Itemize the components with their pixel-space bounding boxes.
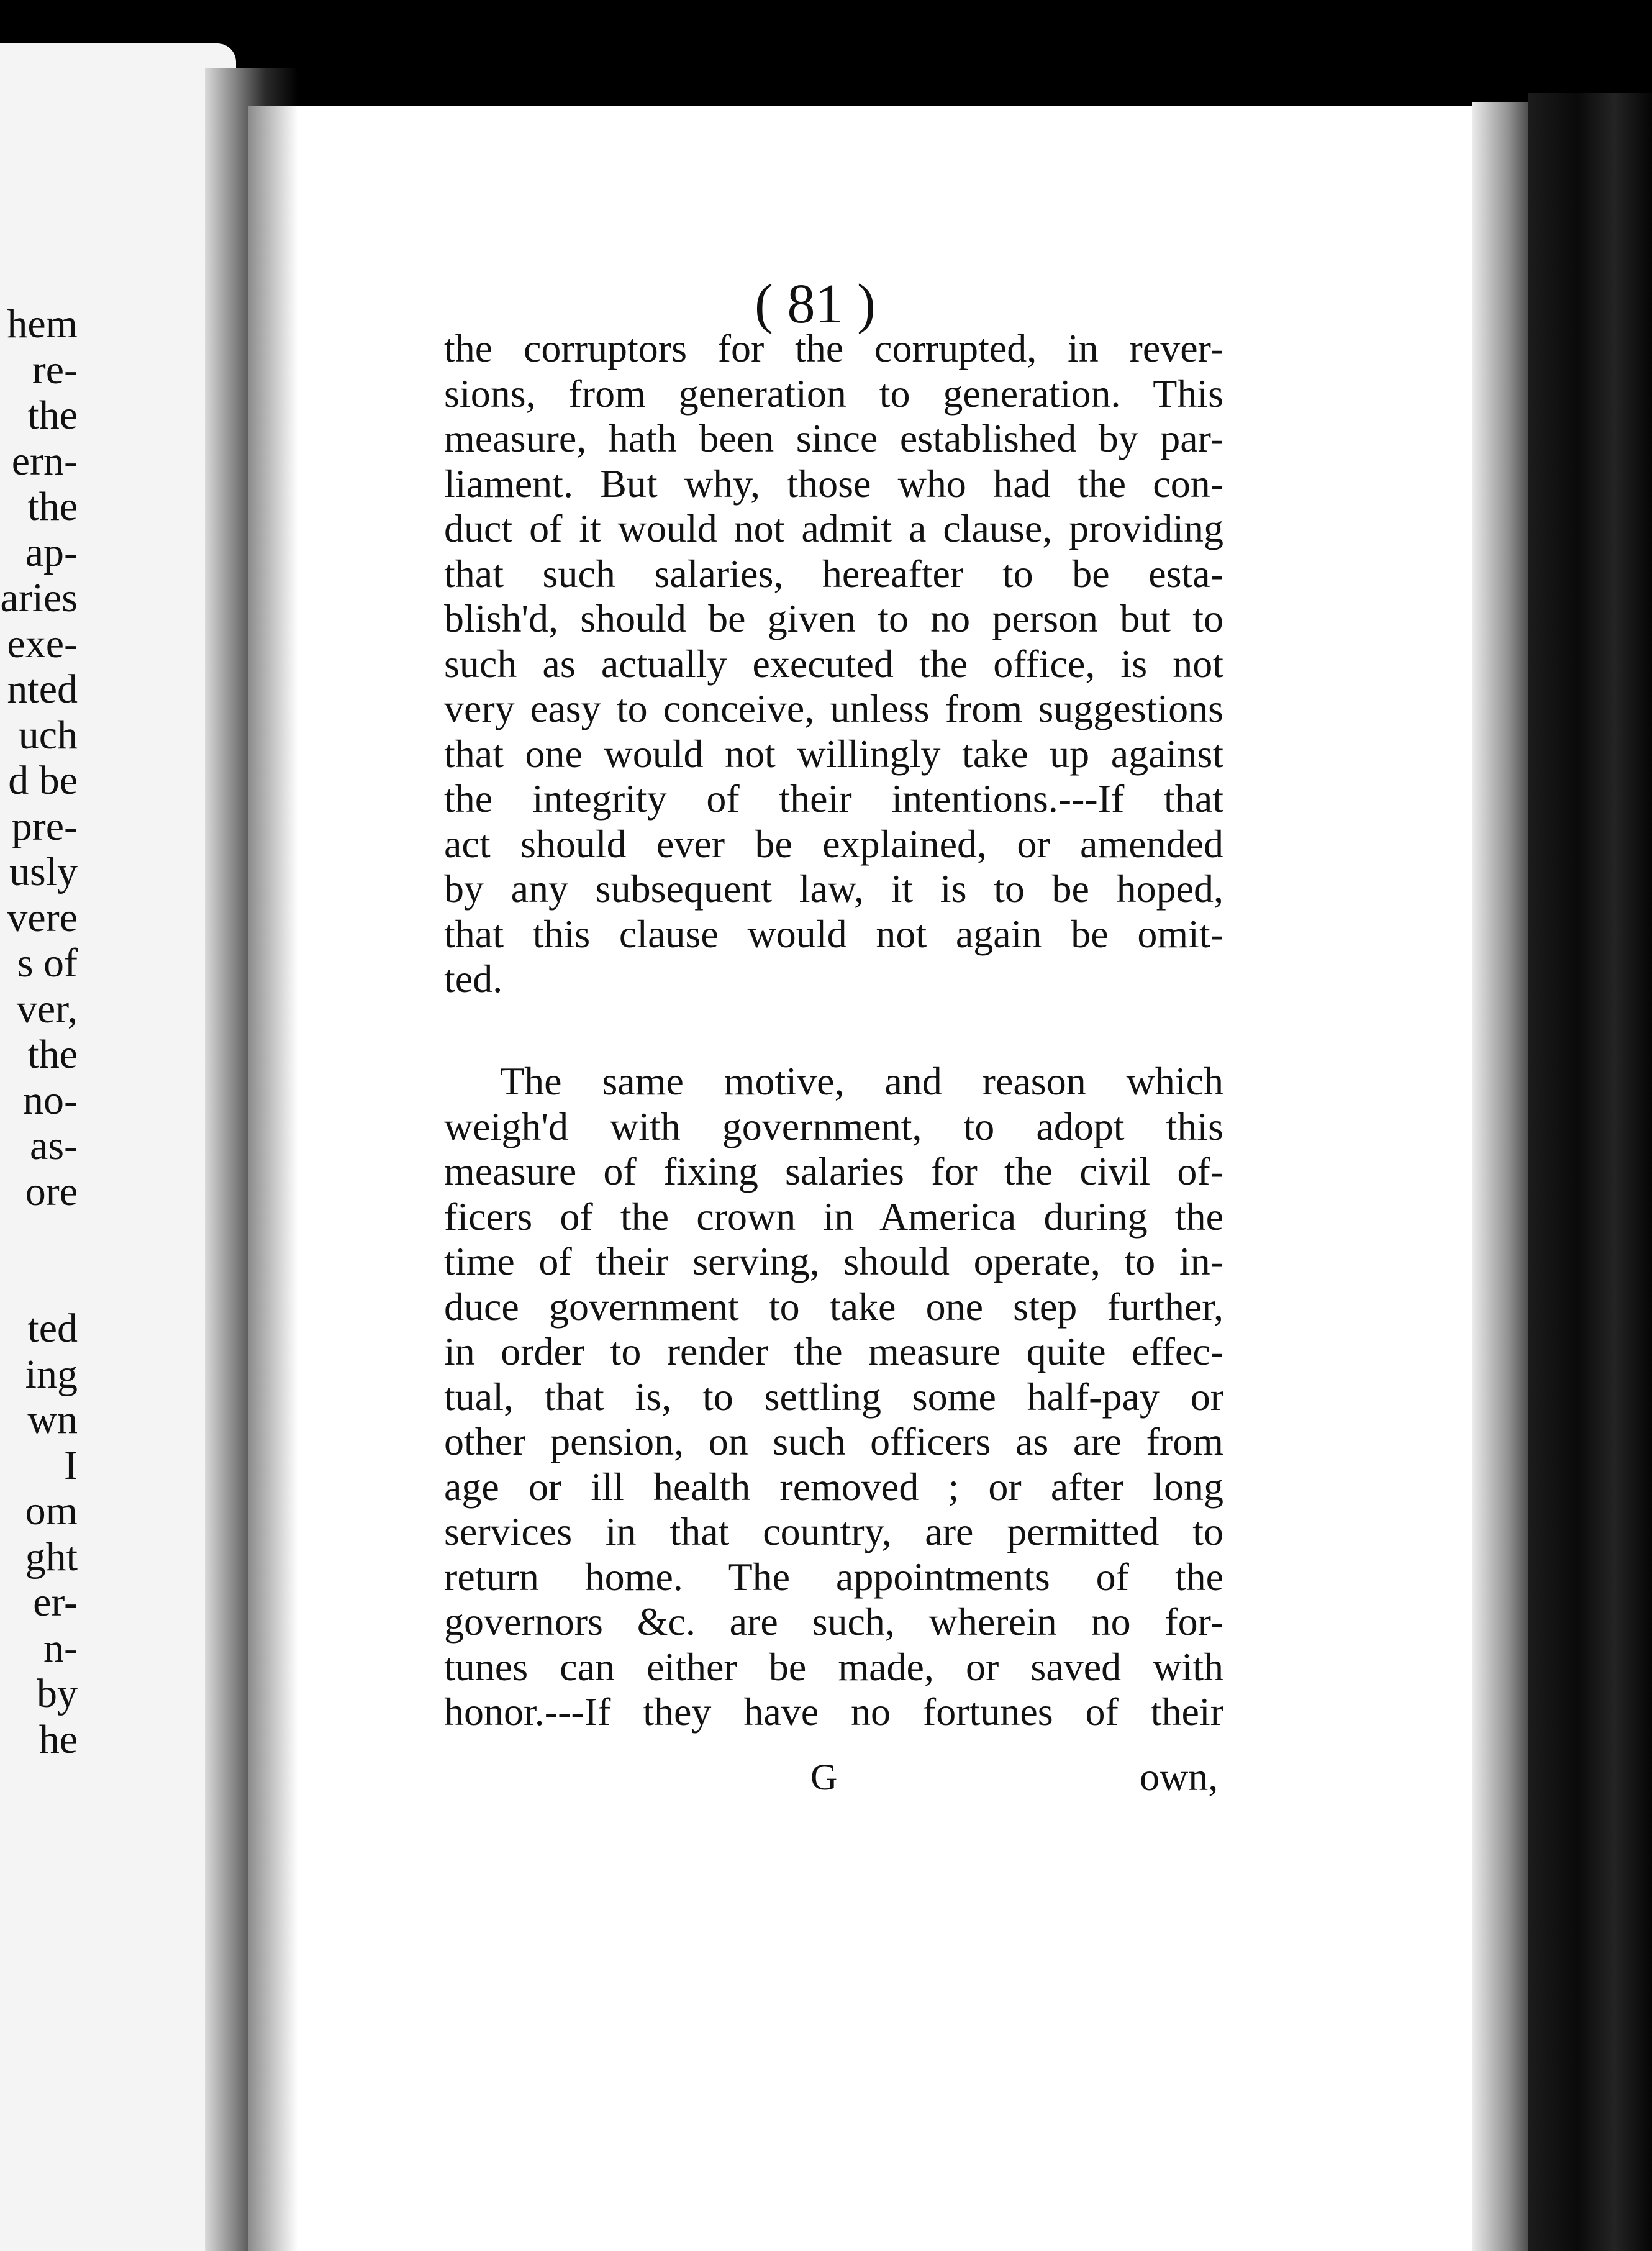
facing-line-fragment: s of [17, 940, 78, 986]
facing-line-fragment: ap- [25, 529, 78, 575]
text-line: tual, that is, to settling some half-pay or [444, 1374, 1223, 1419]
text-line: duct of it would not admit a clause, providing [444, 506, 1223, 550]
facing-line-fragment: hem [7, 301, 78, 347]
text-line: ted. [444, 957, 503, 1001]
text-line: that this clause would not again be omit- [444, 911, 1223, 956]
facing-line-fragment: no- [23, 1077, 78, 1123]
signature-mark: G [810, 1757, 838, 1798]
text-line: such as actually executed the office, is not [444, 641, 1223, 686]
facing-line-fragment: he [39, 1716, 78, 1762]
text-line: very easy to conceive, unless from suggestions [444, 686, 1223, 730]
text-line: measure of fixing salaries for the civil of- [444, 1149, 1223, 1193]
text-line: duce government to take one step further, [444, 1284, 1223, 1329]
page-number: ( 81 ) [755, 273, 876, 335]
text-line: measure, hath been since established by par- [444, 416, 1223, 460]
facing-page-text-fragments [0, 301, 78, 1762]
facing-line-fragment [0, 1260, 78, 1306]
text-line: the corruptors for the corrupted, in rever- [444, 326, 1223, 370]
facing-line-fragment: ted [27, 1306, 78, 1351]
facing-line-fragment: n- [43, 1625, 78, 1671]
text-line: that one would not willingly take up against [444, 731, 1223, 776]
facing-line-fragment: ore [25, 1168, 78, 1214]
facing-line-fragment: ght [25, 1534, 78, 1580]
facing-line-fragment: exe- [7, 621, 78, 666]
text-line: by any subsequent law, it is to be hoped, [444, 866, 1223, 911]
facing-line-fragment: nted [7, 666, 78, 712]
facing-line-fragment: er- [33, 1580, 78, 1625]
facing-line-fragment: wn [27, 1397, 78, 1442]
text-line: the integrity of their intentions.---If that [444, 776, 1223, 821]
facing-line-fragment: d be [8, 758, 78, 803]
gutter-shadow [248, 106, 298, 2251]
text-line: other pension, on such officers as are from [444, 1419, 1223, 1463]
text-line: services in that country, are permitted to [444, 1509, 1223, 1553]
facing-line-fragment: uch [18, 712, 78, 758]
facing-line-fragment: om [25, 1488, 78, 1534]
facing-line-fragment: ing [25, 1351, 78, 1397]
facing-line-fragment: the [27, 484, 78, 529]
facing-line-fragment: I [64, 1442, 78, 1488]
paragraph-2 [444, 1059, 1223, 1735]
facing-line-fragment: the [27, 1032, 78, 1077]
facing-line-fragment: usly [9, 849, 78, 894]
facing-line-fragment: by [37, 1671, 78, 1716]
catchword: own, [1140, 1755, 1219, 1799]
text-line: honor.---If they have no fortunes of their [444, 1689, 1223, 1734]
text-line: liament. But why, those who had the con- [444, 461, 1223, 506]
facing-line-fragment [0, 1214, 78, 1260]
facing-line-fragment: aries [0, 575, 78, 621]
page-edge [1472, 102, 1534, 2251]
text-line: The same motive, and reason which [500, 1059, 1223, 1103]
facing-line-fragment: re- [32, 347, 78, 393]
text-line: that such salaries, hereafter to be esta- [444, 551, 1223, 596]
text-line: blish'd, should be given to no person but to [444, 596, 1223, 640]
text-line: tunes can either be made, or saved with [444, 1644, 1223, 1689]
text-line: sions, from generation to generation. This [444, 371, 1223, 416]
text-line: return home. The appointments of the [444, 1554, 1223, 1599]
facing-line-fragment: the [27, 393, 78, 438]
facing-line-fragment: vere [7, 894, 78, 940]
text-line: weigh'd with government, to adopt this [444, 1104, 1223, 1148]
book-cover-edge [1528, 93, 1652, 2251]
facing-line-fragment: ver, [16, 986, 78, 1032]
text-line: governors &c. are such, wherein no for- [444, 1599, 1223, 1644]
facing-line-fragment: pre- [11, 803, 78, 849]
text-line: ficers of the crown in America during the [444, 1194, 1223, 1239]
text-line: act should ever be explained, or amended [444, 821, 1223, 866]
facing-line-fragment: as- [30, 1123, 78, 1168]
text-line: time of their serving, should operate, to in- [444, 1239, 1223, 1283]
facing-line-fragment: ern- [11, 438, 78, 484]
paragraph-1 [444, 326, 1223, 1002]
text-line: age or ill health removed ; or after long [444, 1464, 1223, 1509]
text-line: in order to render the measure quite effec- [444, 1329, 1223, 1373]
